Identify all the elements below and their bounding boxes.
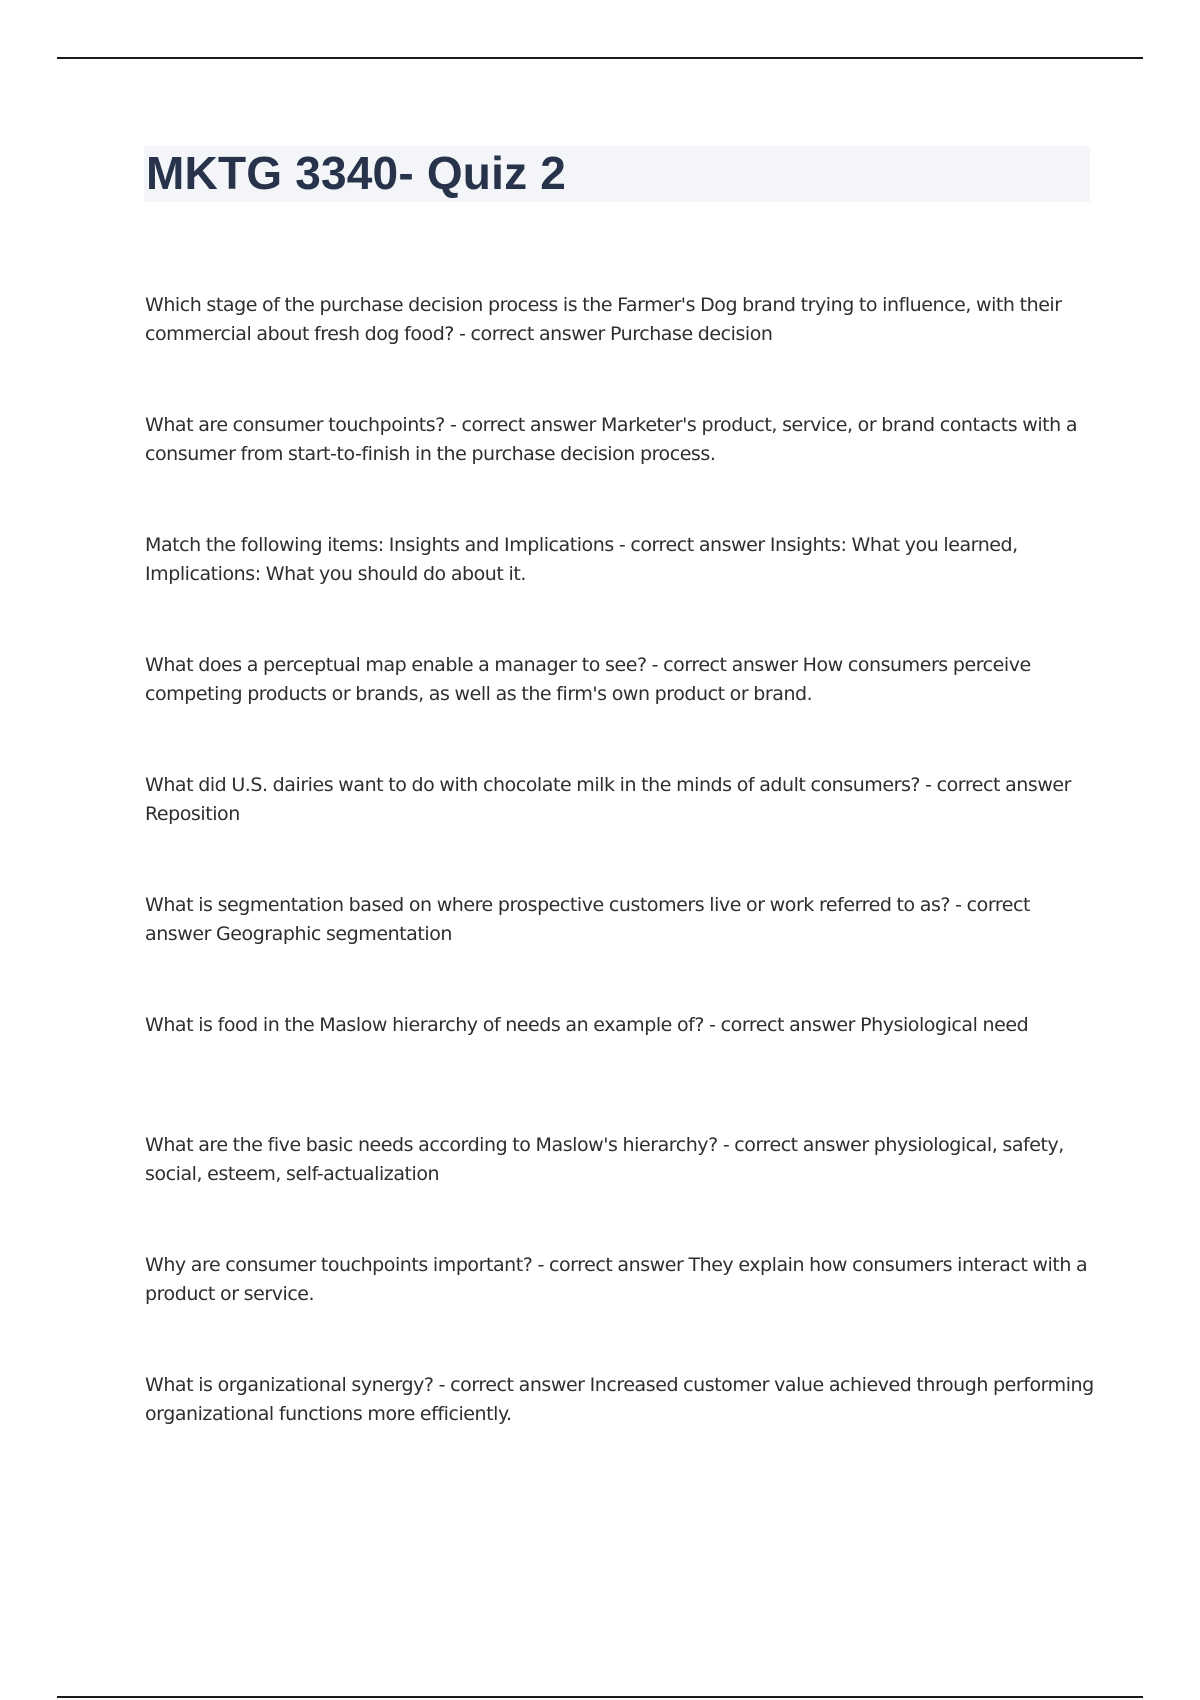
qa-text: What does a perceptual map enable a manager to see? - correct answer How consumers perceive competing products or brands, as well as the firm's own product or brand. xyxy=(145,654,1031,705)
qa-text: What is organizational synergy? - correct answer Increased customer value achieved through performing organizational functions more efficiently. xyxy=(145,1374,1094,1425)
qa-item xyxy=(145,771,1095,891)
qa-text: What are the five basic needs according to Maslow's hierarchy? - correct answer physiological, safety, social, esteem, self-actualization xyxy=(145,1134,1064,1185)
qa-item xyxy=(145,531,1095,651)
qa-text: What is segmentation based on where prospective customers live or work referred to as? - correct answer Geographic segmentation xyxy=(145,894,1031,945)
qa-item xyxy=(145,1011,1095,1131)
qa-item xyxy=(145,651,1095,771)
page-title: MKTG 3340- Quiz 2 xyxy=(146,147,567,199)
qa-item xyxy=(145,891,1095,1011)
qa-text: What are consumer touchpoints? - correct answer Marketer's product, service, or brand contacts with a consumer from start-to-finish in the purchase decision process. xyxy=(145,414,1078,465)
qa-text: What is food in the Maslow hierarchy of needs an example of? - correct answer Physiological need xyxy=(145,1014,1029,1036)
top-rule xyxy=(57,57,1143,59)
qa-item xyxy=(145,291,1095,411)
qa-text: Which stage of the purchase decision process is the Farmer's Dog brand trying to influence, with their commercial about fresh dog food? - correct answer Purchase decision xyxy=(145,294,1062,345)
qa-text: Match the following items: Insights and Implications - correct answer Insights: What you learned, Implications: What you should do about it. xyxy=(145,534,1018,585)
qa-text: What did U.S. dairies want to do with chocolate milk in the minds of adult consumers? - correct answer Reposition xyxy=(145,774,1072,825)
qa-text: Why are consumer touchpoints important? - correct answer They explain how consumers interact with a product or service. xyxy=(145,1254,1088,1305)
bottom-rule xyxy=(57,1696,1143,1698)
qa-list xyxy=(145,291,1095,1491)
qa-item xyxy=(145,1131,1095,1251)
qa-item xyxy=(145,1251,1095,1371)
qa-item xyxy=(145,1371,1095,1491)
qa-item xyxy=(145,411,1095,531)
